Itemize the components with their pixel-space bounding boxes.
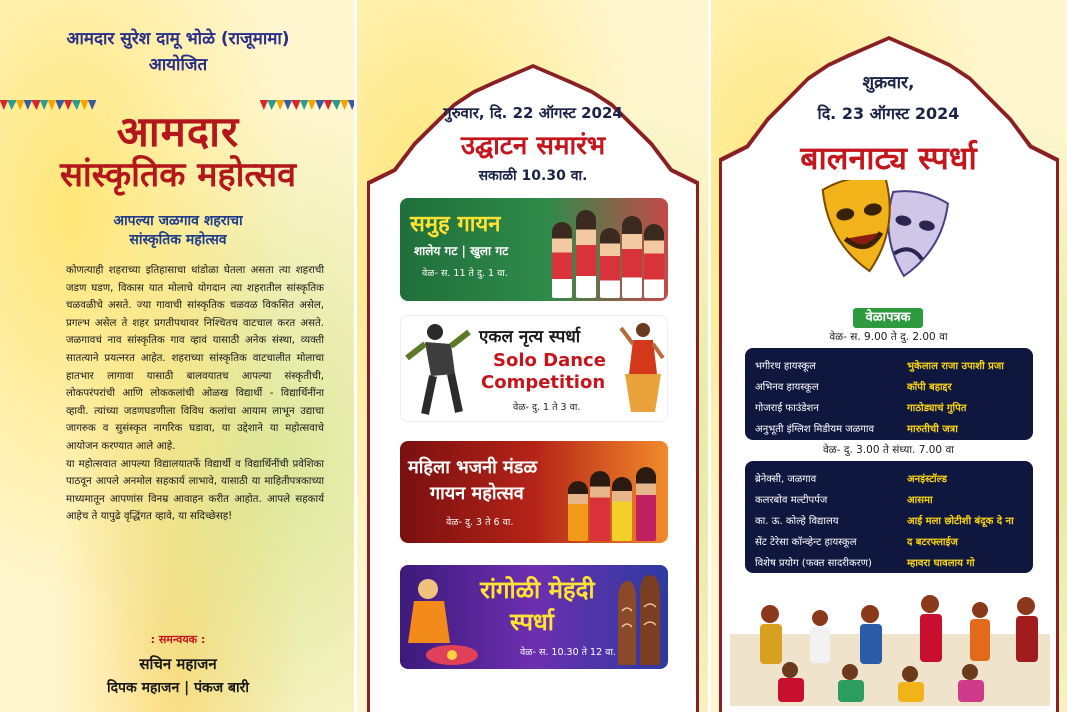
event-time: वेळ- स. 11 ते दु. 1 वा.	[422, 268, 508, 279]
classical-dancer-illustration	[619, 318, 665, 418]
event-title: समुह गायन	[410, 212, 501, 237]
day1-date: गुरुवार, दि. 22 ऑगस्ट 2024	[443, 104, 623, 122]
play-name: म्हावरा घावलाय गो	[907, 557, 975, 569]
event-subtitle-en-line2: Competition	[481, 372, 606, 393]
organizer-heading	[0, 26, 356, 78]
day1-panel	[356, 0, 710, 712]
play-name: कॉपी बहाद्दर	[907, 381, 952, 393]
festival-subtitle	[0, 212, 356, 250]
table-row	[755, 354, 1025, 375]
school-name: गोजराई फाउंडेशन	[755, 402, 819, 414]
mehendi-hands-illustration	[610, 571, 666, 665]
coordinator-others: दिपक महाजन | पंकज बारी	[106, 680, 250, 696]
rangoli-artist-illustration	[400, 569, 480, 669]
table-row	[755, 375, 1025, 396]
session2-time: वेळ- दु. 3.00 ते संध्या. 7.00 वा	[822, 444, 955, 456]
hiphop-dancer-illustration	[403, 318, 473, 420]
table-row	[755, 551, 1025, 572]
school-name: अनुभूती इंग्लिश मिडीयम जळगाव	[755, 423, 875, 435]
event-card-bhajan	[400, 441, 668, 543]
session1-time: वेळ- स. 9.00 ते दु. 2.00 वा	[829, 331, 948, 343]
table-row	[755, 488, 1025, 509]
subtitle-line2: सांस्कृतिक महोत्सव	[129, 232, 227, 248]
school-name: सेंट टेरेसा कॉन्व्हेन्ट हायस्कूल	[755, 536, 857, 548]
festival-title-line2: सांस्कृतिक महोत्सव	[59, 155, 297, 195]
play-name: आसमा	[907, 494, 933, 506]
event-card-rangoli-mehendi	[400, 565, 668, 669]
event-time: वेळ- स. 10.30 ते 12 वा.	[520, 647, 616, 658]
organizer-label: आयोजित	[148, 55, 208, 75]
bhajan-group-illustration	[564, 459, 664, 541]
play-name: भुकेलाल राजा उपाशी प्रजा	[907, 360, 1004, 372]
table-row	[755, 509, 1025, 530]
event-title-line2: स्पर्धा	[510, 608, 554, 636]
organizer-name: आमदार सुरेश दामू भोळे (राजूमामा)	[66, 29, 290, 49]
panel-divider	[354, 0, 357, 712]
event-title-line1: महिला भजनी मंडळ	[408, 457, 538, 478]
event-subtitle: शालेय गट | खुला गट	[414, 244, 509, 258]
school-name: भगीरथ हायस्कूल	[755, 360, 816, 372]
school-name: कलरबोव मल्टीपर्पज	[755, 494, 828, 506]
festival-title-line1: आमदार	[116, 107, 240, 156]
schedule-badge: वेळापत्रक	[853, 308, 923, 328]
intro-body	[66, 262, 324, 526]
school-name: अभिनव हायस्कूल	[755, 381, 819, 393]
subtitle-line1: आपल्या जळगाव शहराचा	[113, 213, 243, 229]
singers-illustration	[544, 206, 664, 298]
day2-day: शुक्रवार,	[862, 73, 915, 93]
day1-title: उद्घाटन समारंभ	[460, 131, 606, 161]
coordinator-label: : समन्वयक :	[150, 633, 206, 646]
day2-date: दि. 23 ऑगस्ट 2024	[817, 104, 960, 123]
play-name: गाठोड्याचं गुपित	[907, 402, 967, 414]
day2-title: बालनाट्य स्पर्धा	[800, 139, 977, 177]
session1-table	[745, 348, 1033, 440]
table-row	[755, 396, 1025, 417]
day2-panel	[710, 0, 1067, 712]
school-name: विशेष प्रयोग (फक्त सादरीकरण)	[755, 557, 872, 569]
play-name: द बटरफ्लाईज	[907, 536, 958, 548]
table-row	[755, 467, 1025, 488]
intro-panel	[0, 0, 356, 712]
drama-masks-icon	[816, 180, 962, 292]
stage-performers-illustration	[730, 574, 1050, 706]
event-title-line1: रांगोळी मेहंदी	[480, 576, 595, 604]
panel-divider	[708, 0, 711, 712]
session2-table	[745, 461, 1033, 573]
event-title-line2: गायन महोत्सव	[430, 483, 524, 504]
event-time: वेळ- दु. 3 ते 6 वा.	[446, 517, 514, 528]
play-name: मारुतीची जत्रा	[907, 423, 958, 435]
intro-paragraph: या महोत्सवात आपल्या विद्यालयातर्फे विद्यार्थी व विद्यार्थिनींची प्रवेशिका पाठवून आपले अनमोल सहकार्य लाभावे, यासाठी या माहितीपत्रकाच्या माध्यमातून आपणांस विनम्र आवाहन करीत आहोत. आपले सहकार्य आहेच ते यापुढे वृद्धिंगत व्हावे, या सदिच्छेसह!	[66, 458, 324, 523]
event-card-solo-dance	[400, 315, 668, 422]
play-name: आई मला छोटीशी बंदूक दे ना	[907, 515, 1014, 527]
event-title: एकल नृत्य स्पर्धा	[479, 327, 581, 347]
table-row	[755, 530, 1025, 551]
day1-time: सकाळी 10.30 वा.	[478, 168, 588, 184]
table-row	[755, 417, 1025, 438]
intro-paragraph: कोणत्याही शहराच्या इतिहासाचा धांडोळा घेतला असता त्या शहराची जडण घडण, विकास यात मोलाचे योगदान त्या शहरातील सांस्कृतिक चळवळीचे असते. ज्या गावाची सांस्कृतिक चळवळ विकसित असेल, प्रगल्भ असेल ते शहर प्रगतीपथावर निश्चितच वाटचाल करत असते. जळगावचं नाव सांस्कृतिक गाव व्हावं यासाठी अनेक संस्था, व्यक्ती सातत्याने प्रयत्नरत आहेत. शहराच्या सांस्कृतिक वाटचालीत मोलाचा हातभार लागावा यासाठी बालवयातच आपल्या संस्कृतीची, लोकपरंपरांची आणि लोककलांची ओळख विद्यार्थी - विद्यार्थिनींना व्हावी. त्यांच्या जडणघडणीला विविध कलांचा आयाम लाभून उद्याचा जागरुक व सुसंस्कृत नागरिक घडावा, या उद्देशाने या महोत्सवाचे आयोजन करण्यात आले आहे.	[66, 265, 324, 452]
play-name: अनइंस्टॉल्ड	[907, 473, 947, 485]
school-name: का. ऊ. कोल्हे विद्यालय	[755, 515, 839, 527]
coordinator-main: सचिन महाजन	[139, 655, 217, 673]
event-subtitle-en-line1: Solo Dance	[493, 350, 606, 371]
school-name: ब्रेनेक्सी, जळगाव	[755, 473, 817, 485]
event-time: वेळ- दु. 1 ते 3 वा.	[513, 402, 581, 413]
event-card-group-singing	[400, 198, 668, 301]
